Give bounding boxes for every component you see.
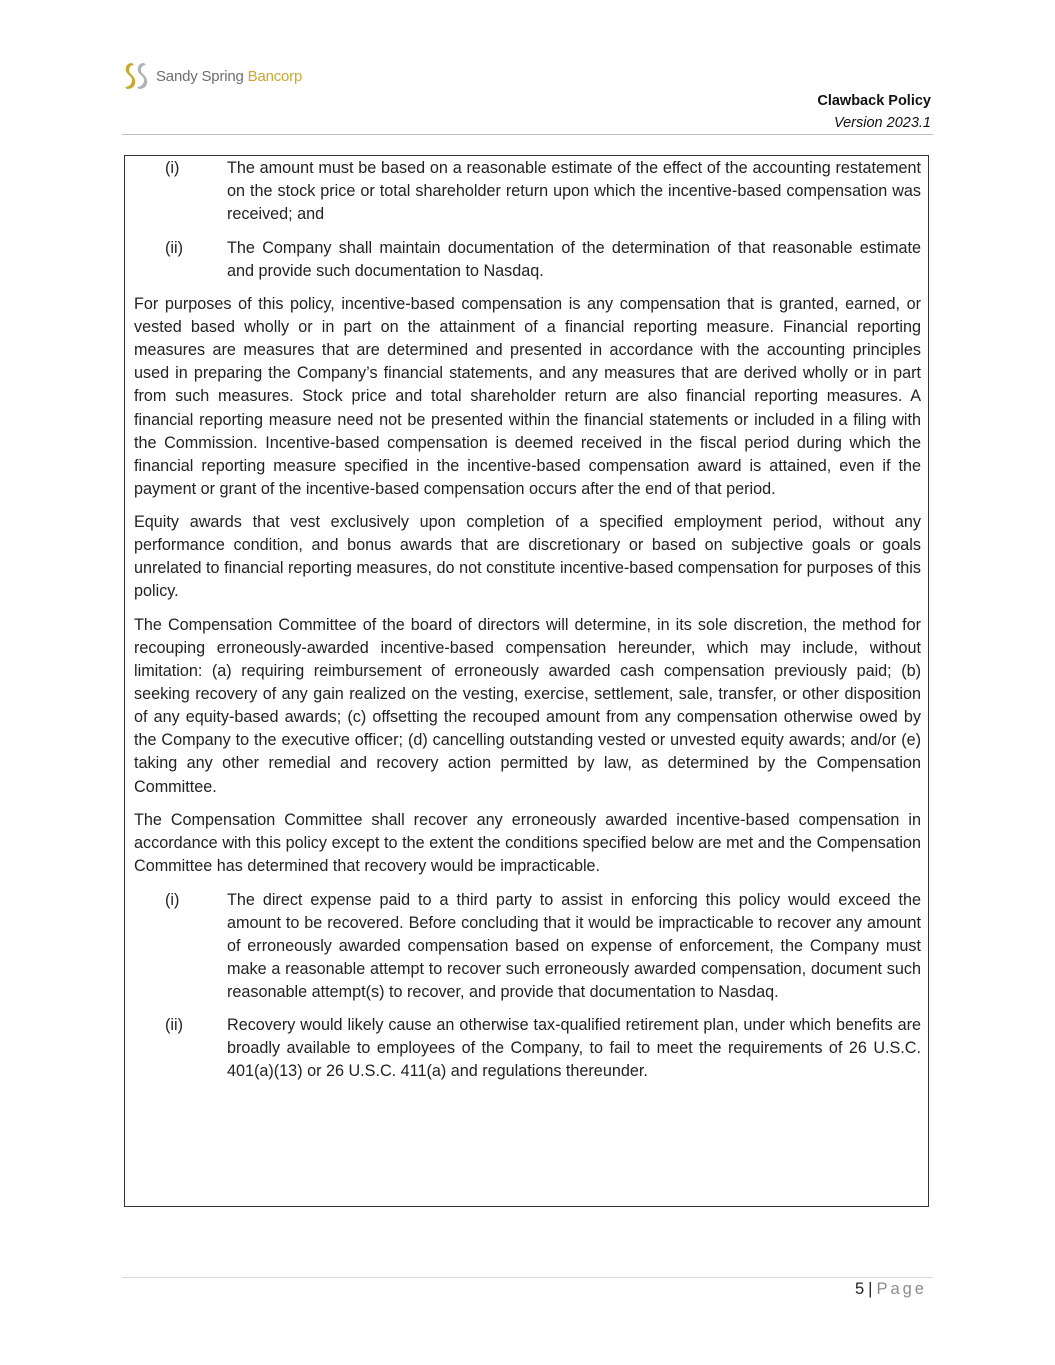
- logo-wordmark: [156, 68, 302, 85]
- list-item-number: (ii): [165, 238, 183, 257]
- page-footer: [855, 1280, 927, 1299]
- paragraph-equity-awards: Equity awards that vest exclusively upon completion of a specified employment period, without any performance condition, and bonus awards that are discretionary or based on subjective goals or goals unrelated to financial reporting measures, do not constitute incentive-based compensation for purposes of this policy.: [134, 513, 921, 601]
- list-item-text: The amount must be based on a reasonable estimate of the effect of the accounting restatement on the stock price or total shareholder return upon which the incentive-based compensation was received; and: [227, 159, 921, 224]
- logo-word-bancorp: Bancorp: [247, 67, 303, 85]
- page-separator: |: [868, 1280, 873, 1298]
- paragraph-incentive-definition: For purposes of this policy, incentive-based compensation is any compensation that is granted, earned, or vested based wholly or in part on the attainment of a financial reporting measure. Financial reporting measures are measures that are determined and presented in accordance with the accounting principles used in preparing the Company’s financial statements, and any measures that are derived wholly or in part from such measures. Stock price and total shareholder return are also financial reporting measures. A financial reporting measure need not be presented within the financial statements or included in a filing with the Commission. Incentive-based compensation is deemed received in the fiscal period during which the financial reporting measure specified in the incentive-based compensation award is attained, even if the payment or grant of the incentive-based compensation occurs after the end of that period.: [134, 295, 921, 498]
- document-version: Version 2023.1: [833, 115, 931, 131]
- policy-body: [134, 157, 921, 1094]
- footer-divider: [122, 1277, 933, 1278]
- list-item: [134, 237, 921, 283]
- paragraph-recovery-exceptions: The Compensation Committee shall recover any erroneously awarded incentive-based compensation in accordance with this policy except to the extent the conditions specified below are met and the Compensation Committee has determined that recovery would be impracticable.: [134, 810, 921, 876]
- sandy-spring-logo-icon: [123, 61, 153, 91]
- page-number: 5: [854, 1280, 865, 1298]
- list-item-text: The Company shall maintain documentation of the determination of that reasonable estimate and provide such documentation to Nasdaq.: [227, 238, 921, 280]
- list-item-text: Recovery would likely cause an otherwise tax-qualified retirement plan, under which benefits are broadly available to employees of the Company, to fail to meet the requirements of 26 U.S.C. 401(a)(13) or 26 U.S.C. 411(a) and regulations thereunder.: [227, 1016, 921, 1081]
- paragraph-recoupment-method: The Compensation Committee of the board of directors will determine, in its sole discretion, the method for recouping erroneously-awarded incentive-based compensation hereunder, which may include, without limitation: (a) requiring reimbursement of erroneously awarded cash compensation previously paid; (b) seeking recovery of any gain realized on the vesting, exercise, settlement, sale, transfer, or other disposition of any equity-based awards; (c) offsetting the recouped amount from any compensation otherwise owed by the Company to the executive officer; (d) cancelling outstanding vested or unvested equity awards; and/or (e) taking any other remedial and recovery action permitted by law, as determined by the Compensation Committee.: [134, 615, 921, 796]
- document-title: Clawback Policy: [817, 93, 931, 109]
- page-label: Page: [876, 1280, 927, 1298]
- list-item: [134, 889, 921, 1004]
- header-divider: [122, 134, 933, 135]
- list-item-number: (i): [165, 890, 180, 909]
- company-logo: [123, 60, 302, 92]
- list-item: [134, 157, 921, 226]
- list-item-number: (i): [165, 159, 180, 177]
- list-item-number: (ii): [165, 1016, 183, 1035]
- logo-word-sandy-spring: Sandy Spring: [156, 67, 244, 85]
- list-item: [134, 1014, 921, 1083]
- list-item-text: The direct expense paid to a third party to assist in enforcing this policy would exceed the amount to be recovered. Before concluding that it would be impracticable to recover any amount of erroneously awarded compensation based on expense of enforcement, the Company must make a reasonable attempt to recover such erroneously awarded compensation, document such reasonable attempt(s) to recover, and provide that documentation to Nasdaq.: [227, 890, 921, 1001]
